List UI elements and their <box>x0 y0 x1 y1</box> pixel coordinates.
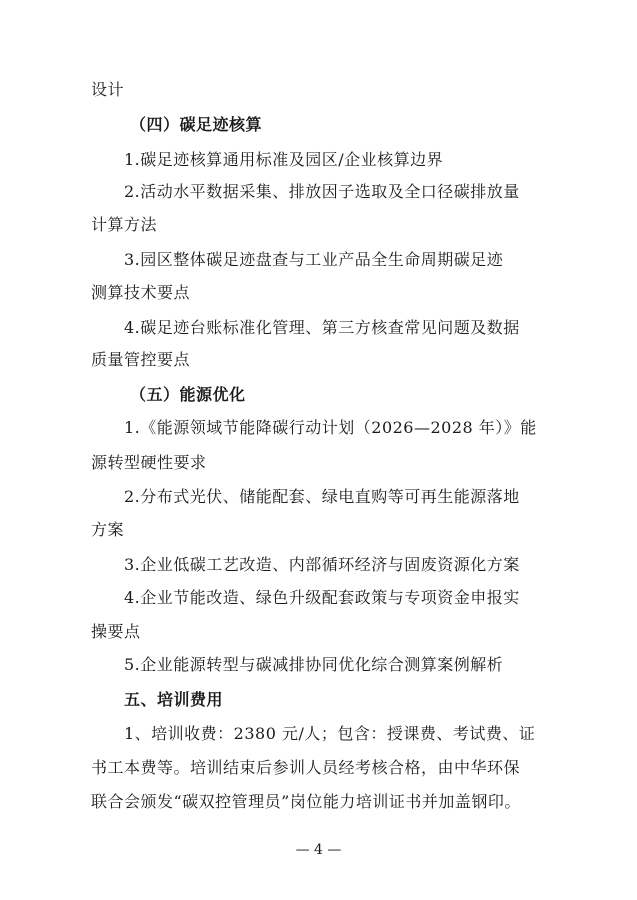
list-item: 2.分布式光伏、储能配套、绿电直购等可再生能源落地 <box>124 487 520 506</box>
list-item: 2.活动水平数据采集、排放因子选取及全口径碳排放量 <box>124 182 520 201</box>
text-line: 方案 <box>91 520 125 539</box>
text-line: 1、培训收费：2380 元/人；包含：授课费、考试费、证 <box>124 724 536 743</box>
list-item: 1.碳足迹核算通用标准及园区/企业核算边界 <box>124 150 444 169</box>
list-item: 4.碳足迹台账标准化管理、第三方核查常见问题及数据 <box>124 318 520 337</box>
text-line: 设计 <box>91 80 125 99</box>
section-heading-5: （五）能源优化 <box>130 385 246 404</box>
section-heading-4: （四）碳足迹核算 <box>130 115 263 134</box>
list-item: 3.园区整体碳足迹盘查与工业产品全生命周期碳足迹 <box>124 250 504 269</box>
text-line: 质量管控要点 <box>91 350 191 369</box>
text-line: 源转型硬性要求 <box>91 453 207 472</box>
list-item: 4.企业节能改造、绿色升级配套政策与专项资金申报实 <box>124 588 520 607</box>
list-item: 3.企业低碳工艺改造、内部循环经济与固废资源化方案 <box>124 555 520 574</box>
page-number: — 4 — <box>295 842 342 858</box>
text-line: 测算技术要点 <box>91 283 191 302</box>
text-line: 联合会颁发“碳双控管理员”岗位能力培训证书并加盖钢印。 <box>91 792 521 811</box>
text-line: 书工本费等。培训结束后参训人员经考核合格，由中华环保 <box>91 758 521 777</box>
list-item: 1.《能源领域节能降碳行动计划（2026—2028 年）》能 <box>124 418 537 437</box>
section-heading-fees: 五、培训费用 <box>124 690 224 709</box>
text-line: 操要点 <box>91 622 141 641</box>
text-line: 计算方法 <box>91 215 158 234</box>
list-item: 5.企业能源转型与碳减排协同优化综合测算案例解析 <box>124 655 504 674</box>
